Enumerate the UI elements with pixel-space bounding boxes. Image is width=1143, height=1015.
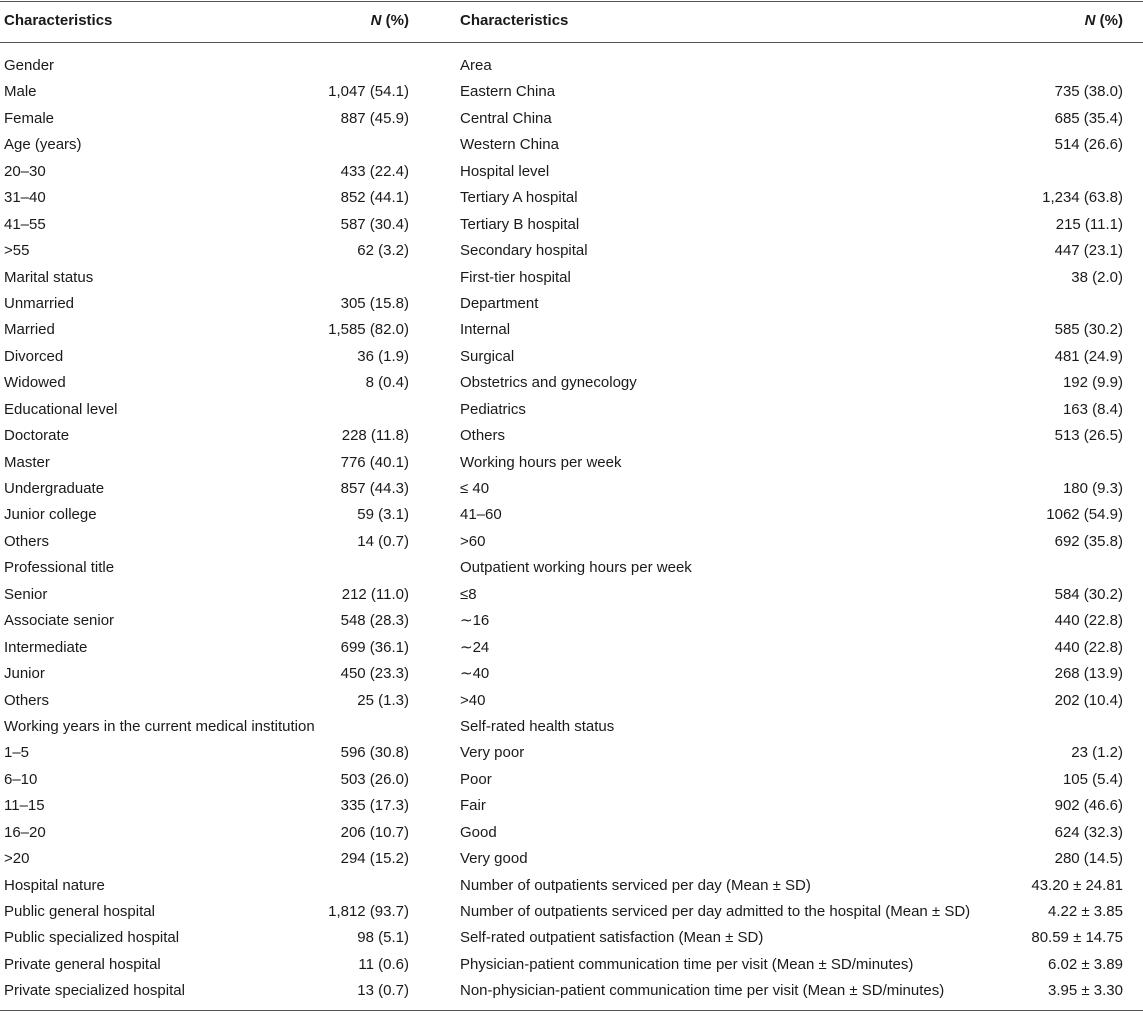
right-n-percent-cell: 105 (5.4) [1062, 770, 1123, 788]
right-characteristic-cell: Self-rated health status [460, 717, 615, 735]
left-n-percent-cell: 852 (44.1) [340, 189, 409, 207]
right-characteristic-cell: 41–60 [460, 506, 502, 524]
left-characteristic-cell: Doctorate [4, 427, 70, 445]
right-n-percent-cell: 163 (8.4) [1062, 400, 1123, 418]
left-characteristic-cell: Others [4, 691, 50, 709]
left-characteristic-cell: Associate senior [4, 612, 115, 630]
table-row [0, 952, 1143, 978]
left-n-percent-cell: 212 (11.0) [341, 585, 409, 603]
right-characteristic-cell: Non-physician-patient communication time per visit (Mean ± SD/minutes) [460, 982, 945, 1000]
left-n-percent-cell: 1,812 (93.7) [328, 903, 409, 920]
right-characteristic-cell: >40 [460, 691, 486, 709]
right-characteristic-cell: Central China [460, 109, 552, 127]
left-characteristic-cell: Senior [4, 585, 48, 603]
left-n-percent-cell: 335 (17.3) [340, 797, 409, 815]
right-n-percent-cell: 3.95 ± 3.30 [1048, 982, 1123, 1000]
left-characteristic-cell: 31–40 [4, 189, 46, 207]
table-row [0, 344, 1143, 370]
left-n-percent-cell: 13 (0.7) [357, 982, 409, 1000]
left-characteristic-cell: Hospital nature [4, 876, 105, 894]
left-characteristic-cell: Others [4, 532, 50, 550]
right-characteristic-cell: Good [460, 823, 497, 841]
left-characteristic-cell: 11–15 [4, 797, 45, 815]
left-characteristic-cell: Widowed [4, 374, 66, 392]
left-characteristic-cell: Educational level [4, 400, 118, 418]
right-characteristic-cell: Pediatrics [460, 400, 526, 418]
left-characteristic-cell: Unmarried [4, 294, 75, 312]
table-row [0, 793, 1143, 819]
table-row [0, 317, 1143, 343]
left-n-percent-cell: 98 (5.1) [357, 929, 409, 947]
left-characteristic-cell: 16–20 [4, 823, 46, 841]
right-characteristic-cell: Number of outpatients serviced per day admitted to the hospital (Mean ± SD) [460, 903, 971, 920]
right-characteristic-cell: Western China [460, 136, 559, 154]
right-n-percent-cell: 1062 (54.9) [1046, 506, 1123, 524]
left-characteristic-cell: Professional title [4, 559, 115, 577]
left-characteristic-cell: Public general hospital [4, 903, 155, 920]
right-n-percent-cell: 624 (32.3) [1054, 823, 1123, 841]
right-characteristic-cell: Internal [460, 321, 511, 339]
left-characteristic-cell: Male [4, 83, 37, 101]
table-row [0, 925, 1143, 951]
left-characteristic-cell: Junior college [4, 506, 97, 524]
right-characteristic-cell: Area [460, 57, 492, 74]
header-right-characteristics: Characteristics [460, 12, 569, 29]
right-characteristic-cell: ∼16 [460, 612, 490, 630]
right-characteristic-cell: ∼24 [460, 638, 490, 656]
right-n-percent-cell: 192 (9.9) [1062, 374, 1123, 392]
header-right-percent: (%) [1095, 12, 1123, 29]
left-n-percent-cell: 294 (15.2) [340, 850, 409, 868]
right-n-percent-cell: 440 (22.8) [1054, 612, 1123, 630]
right-n-percent-cell: 585 (30.2) [1054, 321, 1123, 339]
left-characteristic-cell: Junior [4, 665, 45, 683]
left-characteristic-cell: Public specialized hospital [4, 929, 180, 947]
table-row [0, 79, 1143, 105]
right-characteristic-cell: Poor [460, 770, 492, 788]
table-row [0, 212, 1143, 238]
table-row [0, 846, 1143, 872]
left-n-percent-cell: 59 (3.1) [357, 506, 409, 524]
left-n-percent-cell: 1,585 (82.0) [328, 321, 409, 339]
left-characteristic-cell: Master [4, 453, 50, 471]
right-characteristic-cell: Surgical [460, 347, 515, 365]
left-characteristic-cell: Age (years) [4, 136, 82, 154]
table-row [0, 873, 1143, 899]
right-characteristic-cell: Very good [460, 850, 528, 868]
header-left-n-percent [371, 12, 409, 29]
left-characteristic-cell: 6–10 [4, 770, 38, 788]
table-row [0, 265, 1143, 291]
right-characteristic-cell: Department [460, 294, 539, 312]
right-characteristic-cell: Very poor [460, 744, 525, 762]
right-n-percent-cell: 685 (35.4) [1054, 109, 1123, 127]
left-n-percent-cell: 36 (1.9) [357, 347, 409, 365]
table-row [0, 106, 1143, 132]
right-n-percent-cell: 692 (35.8) [1054, 532, 1123, 550]
left-n-percent-cell: 776 (40.1) [340, 453, 409, 471]
header-right-n-percent [1085, 12, 1123, 29]
table-row [0, 978, 1143, 1004]
table-row [0, 740, 1143, 766]
left-characteristic-cell: Female [4, 109, 55, 127]
table-row [0, 185, 1143, 211]
table-row [0, 291, 1143, 317]
header-left-percent: (%) [381, 12, 409, 29]
table-row [0, 132, 1143, 158]
left-n-percent-cell: 228 (11.8) [341, 427, 409, 445]
left-n-percent-cell: 11 (0.6) [358, 955, 409, 973]
right-characteristic-cell: ≤8 [460, 585, 477, 603]
left-n-percent-cell: 206 (10.7) [340, 823, 409, 841]
table-row [0, 820, 1143, 846]
right-n-percent-cell: 80.59 ± 14.75 [1031, 929, 1123, 947]
right-characteristic-cell: ∼40 [460, 665, 490, 683]
right-n-percent-cell: 180 (9.3) [1062, 480, 1123, 497]
right-n-percent-cell: 481 (24.9) [1054, 347, 1123, 365]
left-characteristic-cell: Gender [4, 57, 55, 74]
table-body [0, 53, 1143, 1005]
left-n-percent-cell: 587 (30.4) [340, 215, 409, 233]
header-left-characteristics: Characteristics [4, 12, 113, 29]
left-characteristic-cell: Undergraduate [4, 480, 105, 497]
table-header-rule [0, 42, 1143, 43]
left-n-percent-cell: 305 (15.8) [340, 294, 409, 312]
left-n-percent-cell: 503 (26.0) [340, 770, 409, 788]
right-n-percent-cell: 4.22 ± 3.85 [1048, 903, 1123, 920]
left-characteristic-cell: Marital status [4, 268, 94, 286]
right-characteristic-cell: Hospital level [460, 162, 550, 180]
table-row [0, 476, 1143, 502]
left-n-percent-cell: 25 (1.3) [357, 691, 409, 709]
table-row [0, 608, 1143, 634]
table-row [0, 159, 1143, 185]
right-characteristic-cell: Outpatient working hours per week [460, 559, 692, 577]
right-n-percent-cell: 584 (30.2) [1054, 585, 1123, 603]
left-characteristic-cell: 41–55 [4, 215, 46, 233]
right-n-percent-cell: 202 (10.4) [1054, 691, 1123, 709]
left-n-percent-cell: 887 (45.9) [340, 109, 409, 127]
right-n-percent-cell: 215 (11.1) [1055, 215, 1123, 233]
left-n-percent-cell: 1,047 (54.1) [328, 83, 409, 101]
table-row [0, 661, 1143, 687]
right-n-percent-cell: 440 (22.8) [1054, 638, 1123, 656]
right-n-percent-cell: 513 (26.5) [1054, 427, 1123, 445]
table-row [0, 502, 1143, 528]
left-characteristic-cell: Intermediate [4, 638, 88, 656]
right-n-percent-cell: 514 (26.6) [1054, 136, 1123, 154]
right-n-percent-cell: 280 (14.5) [1054, 850, 1123, 868]
left-n-percent-cell: 857 (44.3) [340, 480, 409, 497]
right-n-percent-cell: 38 (2.0) [1071, 268, 1123, 286]
left-characteristic-cell: Private specialized hospital [4, 982, 185, 1000]
right-characteristic-cell: First-tier hospital [460, 268, 571, 286]
table-row [0, 53, 1143, 79]
table-row [0, 450, 1143, 476]
left-n-percent-cell: 596 (30.8) [340, 744, 409, 762]
right-n-percent-cell: 1,234 (63.8) [1042, 189, 1123, 207]
table-bottom-rule [0, 1010, 1143, 1011]
left-n-percent-cell: 433 (22.4) [340, 162, 409, 180]
table-row [0, 529, 1143, 555]
right-n-percent-cell: 43.20 ± 24.81 [1031, 876, 1123, 894]
left-characteristic-cell: Private general hospital [4, 955, 161, 973]
left-characteristic-cell: 1–5 [4, 744, 30, 762]
table-row [0, 238, 1143, 264]
left-characteristic-cell: Working years in the current medical institution [4, 717, 315, 735]
right-characteristic-cell: Tertiary A hospital [460, 189, 578, 207]
left-characteristic-cell: 20–30 [4, 162, 46, 180]
table-header-row [0, 0, 1143, 42]
table-row [0, 370, 1143, 396]
table-row [0, 582, 1143, 608]
table-row [0, 635, 1143, 661]
right-characteristic-cell: Obstetrics and gynecology [460, 374, 637, 392]
left-n-percent-cell: 8 (0.4) [365, 374, 409, 392]
right-characteristic-cell: Fair [460, 797, 486, 815]
right-characteristic-cell: Number of outpatients serviced per day (Mean ± SD) [460, 876, 811, 894]
left-characteristic-cell: Married [4, 321, 55, 339]
right-characteristic-cell: Self-rated outpatient satisfaction (Mean ± SD) [460, 929, 764, 947]
table-row [0, 555, 1143, 581]
left-n-percent-cell: 450 (23.3) [340, 665, 409, 683]
right-characteristic-cell: Secondary hospital [460, 242, 588, 260]
table-row [0, 767, 1143, 793]
left-n-percent-cell: 14 (0.7) [357, 532, 409, 550]
table-row [0, 397, 1143, 423]
right-n-percent-cell: 268 (13.9) [1054, 665, 1123, 683]
header-right-n: N [1084, 12, 1096, 29]
right-n-percent-cell: 23 (1.2) [1071, 744, 1123, 762]
table-row [0, 423, 1143, 449]
right-n-percent-cell: 6.02 ± 3.89 [1048, 955, 1123, 973]
right-n-percent-cell: 447 (23.1) [1054, 242, 1123, 260]
table-row [0, 688, 1143, 714]
right-characteristic-cell: Others [460, 427, 506, 445]
left-characteristic-cell: Divorced [4, 347, 64, 365]
right-characteristic-cell: Physician-patient communication time per visit (Mean ± SD/minutes) [460, 955, 914, 973]
left-characteristic-cell: >55 [4, 242, 30, 260]
right-characteristic-cell: >60 [460, 532, 486, 550]
left-characteristic-cell: >20 [4, 850, 30, 868]
left-n-percent-cell: 548 (28.3) [340, 612, 409, 630]
right-n-percent-cell: 735 (38.0) [1054, 83, 1123, 101]
table-row [0, 899, 1143, 925]
right-n-percent-cell: 902 (46.6) [1054, 797, 1123, 815]
right-characteristic-cell: Tertiary B hospital [460, 215, 580, 233]
right-characteristic-cell: Eastern China [460, 83, 556, 101]
header-left-n: N [370, 12, 382, 29]
table-row [0, 714, 1143, 740]
right-characteristic-cell: ≤ 40 [460, 480, 490, 497]
left-n-percent-cell: 699 (36.1) [340, 638, 409, 656]
left-n-percent-cell: 62 (3.2) [357, 242, 409, 260]
right-characteristic-cell: Working hours per week [460, 453, 622, 471]
